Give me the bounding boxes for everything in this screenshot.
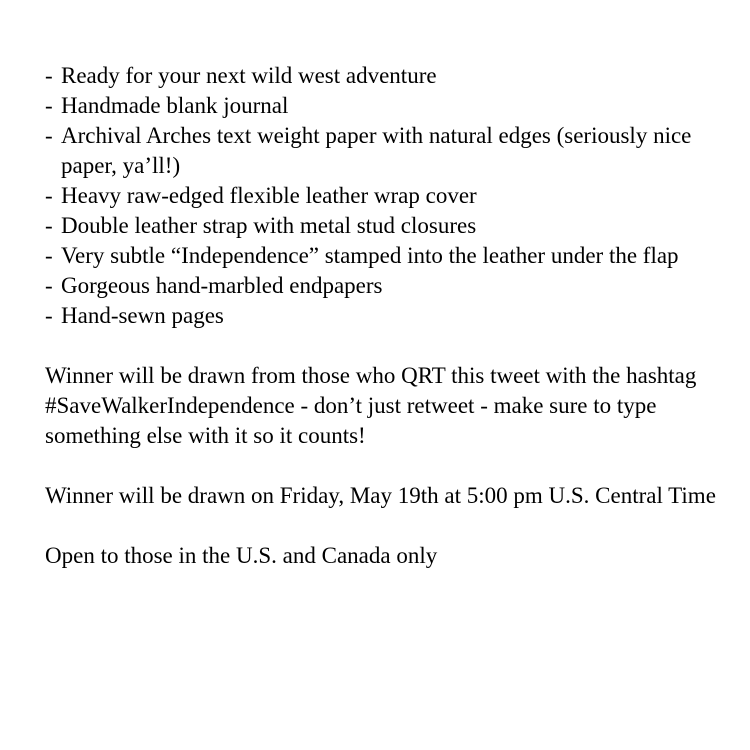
bullet-dash: - — [45, 93, 53, 118]
feature-item — [45, 121, 725, 181]
entry-rules: Winner will be drawn from those who QRT this tweet with the hashtag #SaveWalkerIndependence - don’t just retweet - make sure to type something else with it so it counts! — [45, 363, 697, 448]
draw-date: Winner will be drawn on Friday, May 19th at 5:00 pm U.S. Central Time — [45, 483, 716, 508]
bullet-dash: - — [45, 243, 53, 268]
bullet-dash: - — [45, 213, 53, 238]
feature-text: Handmade blank journal — [61, 93, 289, 118]
eligibility: Open to those in the U.S. and Canada only — [45, 543, 438, 568]
feature-item — [45, 241, 725, 271]
giveaway-text — [45, 61, 725, 571]
feature-text: Heavy raw-edged flexible leather wrap cover — [61, 183, 477, 208]
feature-item — [45, 301, 725, 331]
feature-item — [45, 271, 725, 301]
feature-item — [45, 181, 725, 211]
feature-text: Gorgeous hand-marbled endpapers — [61, 273, 383, 298]
bullet-dash: - — [45, 273, 53, 298]
bullet-dash: - — [45, 123, 53, 148]
feature-item — [45, 61, 725, 91]
feature-list — [45, 61, 725, 331]
feature-item — [45, 91, 725, 121]
feature-item — [45, 211, 725, 241]
bullet-dash: - — [45, 63, 53, 88]
bullet-dash: - — [45, 303, 53, 328]
feature-text: Hand-sewn pages — [61, 303, 224, 328]
feature-text: Archival Arches text weight paper with natural edges (seriously nice paper, ya’ll!) — [61, 123, 692, 178]
feature-text: Double leather strap with metal stud closures — [61, 213, 477, 238]
bullet-dash: - — [45, 183, 53, 208]
feature-text: Ready for your next wild west adventure — [61, 63, 437, 88]
feature-text: Very subtle “Independence” stamped into the leather under the flap — [61, 243, 679, 268]
